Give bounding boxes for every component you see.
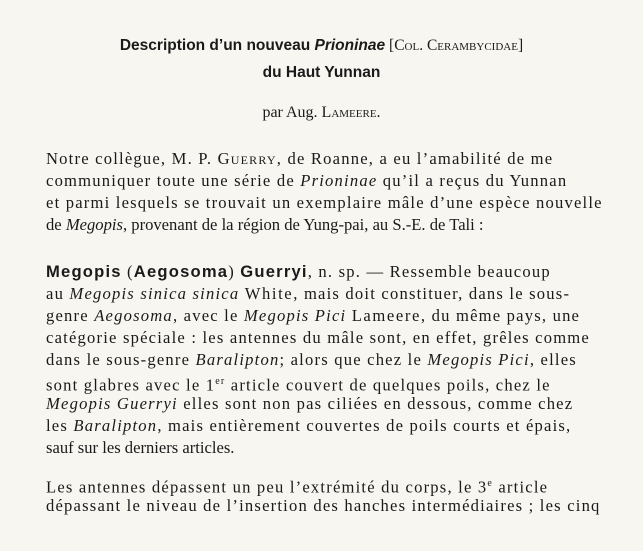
text: elles sont non pas ciliées en dessous, comme chez: [177, 394, 574, 413]
species-genus: Megopis: [46, 262, 122, 281]
text: , n. sp. — Ressemble beaucoup: [307, 262, 551, 281]
author: White: [244, 284, 294, 303]
title-family: Col. Cerambycidae: [394, 37, 518, 54]
text: , mais doit constituer, dans le sous-: [293, 284, 571, 303]
title-bracket-close: ]: [517, 37, 524, 54]
paragraph-2-line-4: catégorie spéciale : les antennes du mâle sont, en effet, grêles comme: [46, 328, 590, 347]
article-title-line-2: du Haut Yunnan: [262, 64, 381, 81]
superscript: e: [487, 478, 494, 489]
text: ; alors que chez le: [279, 350, 428, 369]
paragraph-2-line-2: [46, 284, 570, 304]
paragraph-2-line-9: sauf sur les derniers articles.: [46, 438, 235, 457]
author: Lameere: [351, 306, 421, 325]
text: , provenant de la région de Yung-pai, au S.-E. de Tali :: [122, 215, 484, 234]
byline: [0, 103, 643, 123]
paragraph-2-line-6: [46, 372, 551, 396]
paragraph-2-line-3: [46, 306, 580, 326]
paragraph-1-line-2: [46, 171, 567, 191]
title-bracket-open: [: [385, 37, 395, 54]
species-epithet: Guerryi: [240, 262, 308, 281]
article-title-line-1: [0, 36, 643, 56]
paragraph-3-line-2: dépassant le niveau de l’insertion des hanches intermédiaires ; les cinq: [46, 496, 601, 515]
text: genre: [46, 306, 95, 325]
text: , du même pays, une: [420, 306, 581, 325]
taxon: Prioninae: [300, 171, 378, 190]
text: (: [121, 262, 134, 281]
taxon: Megopis Pici: [243, 306, 347, 325]
person-name: Guerry: [217, 149, 277, 168]
byline-period: .: [376, 104, 381, 121]
text: ): [228, 262, 241, 281]
title-taxon: Prioninae: [314, 37, 386, 54]
paragraph-2-line-1: [46, 262, 551, 282]
text: Notre collègue, M. P.: [46, 149, 218, 168]
text: , mais entièrement couvertes de poils courts et épais,: [157, 416, 572, 435]
text: , avec le: [172, 306, 244, 325]
text: , elles: [529, 350, 577, 369]
paragraph-1-line-1: [46, 149, 553, 169]
text: les: [46, 416, 74, 435]
paragraph-2-line-5: [46, 350, 577, 370]
text: , de Roanne, a eu l’amabilité de me: [276, 149, 554, 168]
text: dans le sous-genre: [46, 350, 196, 369]
taxon: Baralipton: [195, 350, 280, 369]
taxon: Megopis sinica sinica: [69, 284, 240, 303]
paragraph-3-line-1: [46, 474, 548, 498]
taxon: Aegosoma: [94, 306, 173, 325]
species-subgenus: Aegosoma: [133, 262, 229, 281]
text: sont glabres avec le 1: [46, 375, 216, 395]
text: qu’il a reçus du Yunnan: [377, 171, 568, 190]
text: au: [46, 284, 70, 303]
paragraph-2-line-8: [46, 416, 571, 436]
text: article couvert de quelques poils, chez le: [225, 375, 551, 395]
text: Les antennes dépassent un peu l’extrémité du corps, le 3: [46, 477, 488, 497]
text: communiquer toute une série de: [46, 171, 301, 190]
taxon: Megopis: [65, 215, 123, 234]
paragraph-1-line-4: [46, 215, 484, 235]
paragraph-1-line-3: et parmi lesquels se trouvait un exemplaire mâle d’une espèce nouvelle: [46, 193, 603, 212]
byline-text: par Aug.: [262, 104, 322, 121]
taxon: Megopis Guerryi: [46, 394, 178, 413]
author-name: Lameere: [321, 104, 377, 121]
taxon: Baralipton: [73, 416, 158, 435]
taxon: Megopis Pici: [427, 350, 530, 369]
text: de: [46, 215, 66, 234]
superscript: er: [215, 376, 226, 387]
title-text: Description d’un nouveau: [119, 37, 315, 54]
text: article: [493, 477, 549, 497]
paragraph-2-line-7: [46, 394, 573, 414]
